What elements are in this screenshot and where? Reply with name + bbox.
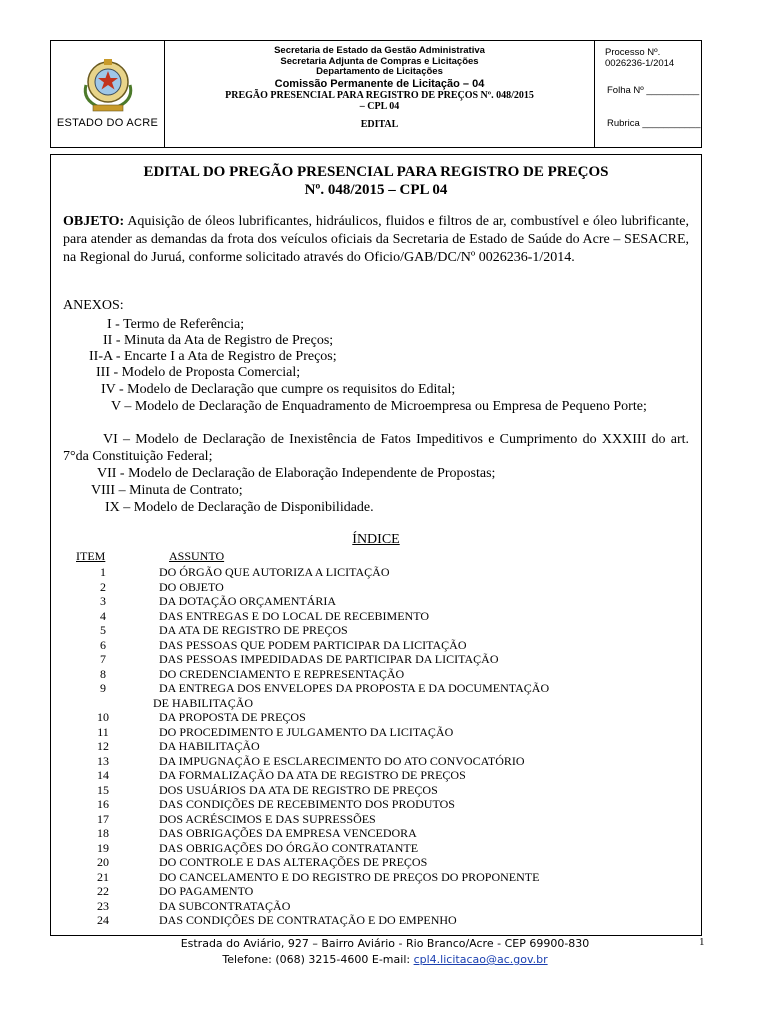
indice-item-subject: DO ÓRGÃO QUE AUTORIZA A LICITAÇÃO bbox=[159, 565, 390, 579]
indice-item-subject: DA FORMALIZAÇÃO DA ATA DE REGISTRO DE PREÇOS bbox=[159, 768, 466, 782]
indice-item-subject: DOS USUÁRIOS DA ATA DE REGISTRO DE PREÇOS bbox=[159, 782, 438, 797]
indice-item-subject: DA ATA DE REGISTRO DE PREÇOS bbox=[159, 623, 348, 637]
header-logo-cell bbox=[51, 41, 165, 147]
indice-item-number: 10 bbox=[97, 710, 109, 724]
indice-item-number: 2 bbox=[100, 579, 106, 594]
indice-item-number: 8 bbox=[100, 666, 106, 681]
indice-item-number: 20 bbox=[97, 855, 109, 869]
indice-item-subject: DO CANCELAMENTO E DO REGISTRO DE PREÇOS DO PROPONENTE bbox=[159, 869, 540, 884]
indice-item-number: 19 bbox=[97, 840, 109, 855]
indice-item-subject-continuation: DE HABILITAÇÃO bbox=[153, 695, 254, 710]
indice-item-number: 18 bbox=[97, 826, 109, 840]
indice-item-subject: DO CONTROLE E DAS ALTERAÇÕES DE PREÇOS bbox=[159, 855, 428, 869]
header-comissao: Comissão Permanente de Licitação – 04 bbox=[274, 77, 485, 90]
indice-item-number: 15 bbox=[97, 782, 109, 797]
header-departamento: Departamento de Licitações bbox=[316, 66, 443, 77]
anexo-item: V – Modelo de Declaração de Enquadramento de Microempresa ou Empresa de Pequeno Porte; bbox=[111, 399, 647, 414]
indice-item-subject: DA HABILITAÇÃO bbox=[159, 739, 260, 753]
indice-item-number: 14 bbox=[97, 768, 109, 782]
header-edital: EDITAL bbox=[360, 118, 399, 130]
indice-item-subject: DA SUBCONTRATAÇÃO bbox=[159, 898, 291, 913]
acre-state-coat-of-arms-icon bbox=[79, 55, 137, 117]
anexo-item: III - Modelo de Proposta Comercial; bbox=[96, 365, 301, 380]
indice-item-subject: DA DOTAÇÃO ORÇAMENTÁRIA bbox=[159, 594, 337, 608]
indice-item-number: 16 bbox=[97, 797, 109, 811]
indice-item-number: 3 bbox=[100, 594, 106, 608]
indice-item-number: 22 bbox=[97, 884, 109, 898]
footer-address: Estrada do Aviário, 927 – Bairro Aviário - Rio Branco/Acre - CEP 69900-830 bbox=[180, 937, 590, 950]
indice-col-item-header: ITEM bbox=[76, 549, 106, 563]
indice-item-number: 21 bbox=[97, 869, 109, 884]
header-secretaria: Secretaria de Estado da Gestão Administrativa bbox=[274, 45, 485, 56]
rubrica-field: Rubrica ___________ bbox=[607, 118, 701, 129]
page-number: 1 bbox=[699, 936, 705, 948]
indice-item-subject: DO PAGAMENTO bbox=[159, 884, 254, 898]
edital-body bbox=[50, 154, 702, 936]
anexo-item: I - Termo de Referência; bbox=[107, 317, 245, 332]
header-secretaria-adjunta: Secretaria Adjunta de Compras e Licitações bbox=[280, 55, 479, 67]
indice-item-subject: DAS OBRIGAÇÕES DO ÓRGÃO CONTRATANTE bbox=[159, 840, 419, 855]
indice-item-subject: DAS PESSOAS QUE PODEM PARTICIPAR DA LICITAÇÃO bbox=[159, 637, 467, 652]
indice-item-subject: DAS OBRIGAÇÕES DA EMPRESA VENCEDORA bbox=[159, 826, 417, 840]
indice-item-number: 1 bbox=[100, 565, 106, 579]
header-center-cell bbox=[165, 41, 595, 147]
indice-item-number: 11 bbox=[97, 724, 109, 739]
title-line-1: EDITAL DO PREGÃO PRESENCIAL PARA REGISTRO DE PREÇOS bbox=[143, 164, 609, 180]
anexo-item: IV - Modelo de Declaração que cumpre os requisitos do Edital; bbox=[101, 382, 456, 397]
indice-item-number: 6 bbox=[100, 637, 106, 652]
page-footer bbox=[0, 936, 770, 968]
document-header bbox=[50, 40, 702, 148]
anexo-item: IX – Modelo de Declaração de Disponibilidade. bbox=[105, 500, 374, 515]
anexo-item: VIII – Minuta de Contrato; bbox=[91, 483, 243, 498]
indice-item-subject: DO OBJETO bbox=[159, 579, 224, 594]
footer-contact bbox=[0, 952, 770, 968]
objeto-label: OBJETO: bbox=[63, 214, 125, 229]
indice-item-subject: DOS ACRÉSCIMOS E DAS SUPRESSÕES bbox=[159, 811, 376, 826]
state-name: ESTADO DO ACRE bbox=[56, 117, 159, 129]
indice-item-subject: DO CREDENCIAMENTO E REPRESENTAÇÃO bbox=[159, 666, 405, 681]
indice-item-number: 13 bbox=[97, 753, 109, 768]
indice-item-number: 17 bbox=[97, 811, 109, 826]
indice-item-subject: DAS CONDIÇÕES DE RECEBIMENTO DOS PRODUTOS bbox=[159, 797, 455, 811]
indice-title: ÍNDICE bbox=[352, 532, 400, 547]
processo-number: Processo Nº. 0026236-1/2014 bbox=[605, 47, 675, 69]
indice-item-number: 24 bbox=[97, 913, 109, 927]
indice-item-subject: DAS CONDIÇÕES DE CONTRATAÇÃO E DO EMPENHO bbox=[159, 913, 457, 927]
footer-email-link[interactable]: cpl4.licitacao@ac.gov.br bbox=[413, 953, 548, 966]
indice-item-number: 23 bbox=[97, 898, 109, 913]
header-cpl: – CPL 04 bbox=[359, 100, 400, 112]
anexo-item: II-A - Encarte I a Ata de Registro de Preços; bbox=[89, 349, 337, 364]
anexo-item: II - Minuta da Ata de Registro de Preços; bbox=[103, 333, 334, 348]
indice-item-number: 4 bbox=[100, 608, 106, 623]
indice-item-subject: DO PROCEDIMENTO E JULGAMENTO DA LICITAÇÃO bbox=[159, 724, 454, 739]
header-right-cell bbox=[595, 41, 701, 147]
indice-item-subject: DAS PESSOAS IMPEDIDADAS DE PARTICIPAR DA LICITAÇÃO bbox=[159, 652, 499, 666]
indice-item-subject: DA ENTREGA DOS ENVELOPES DA PROPOSTA E DA DOCUMENTAÇÃO bbox=[159, 681, 550, 695]
indice-item-number: 5 bbox=[100, 623, 106, 637]
indice-item-subject: DAS ENTREGAS E DO LOCAL DE RECEBIMENTO bbox=[159, 608, 429, 623]
objeto-paragraph bbox=[63, 213, 689, 267]
indice-item-number: 9 bbox=[100, 681, 106, 695]
anexo-item: VII - Modelo de Declaração de Elaboração Independente de Propostas; bbox=[97, 466, 496, 481]
objeto-text: Aquisição de óleos lubrificantes, hidráulicos, fluidos e filtros de ar, combustível e óleo lubrificante, para atender as demandas da frota dos veículos oficiais da Secretaria de Estado de Saúde do Acre – SESACRE, na Regional do Juruá, conforme solicitado através do Oficio/GAB/DC/Nº 0026236-1/2014. bbox=[63, 214, 689, 265]
anexo-item: VI – Modelo de Declaração de Inexistência de Fatos Impeditivos e Cumprimento do XXXIII do art. 7°da Constituição Federal; bbox=[63, 432, 689, 464]
folha-field: Folha Nº __________ bbox=[607, 85, 700, 96]
indice-item-subject: DA IMPUGNAÇÃO E ESCLARECIMENTO DO ATO CONVOCATÓRIO bbox=[159, 753, 525, 768]
anexos-title: ANEXOS: bbox=[63, 298, 124, 313]
document-title bbox=[51, 163, 701, 199]
header-pregao: PREGÃO PRESENCIAL PARA REGISTRO DE PREÇOS Nº. 048/2015 bbox=[225, 89, 534, 101]
footer-phone: Telefone: (068) 3215-4600 E-mail: bbox=[222, 953, 414, 966]
indice-item-number: 12 bbox=[97, 739, 109, 753]
indice-item-subject: DA PROPOSTA DE PREÇOS bbox=[159, 710, 306, 724]
title-line-2: Nº. 048/2015 – CPL 04 bbox=[304, 182, 448, 198]
indice-col-assunto-header: ASSUNTO bbox=[169, 549, 225, 563]
indice-item-number: 7 bbox=[100, 652, 106, 666]
